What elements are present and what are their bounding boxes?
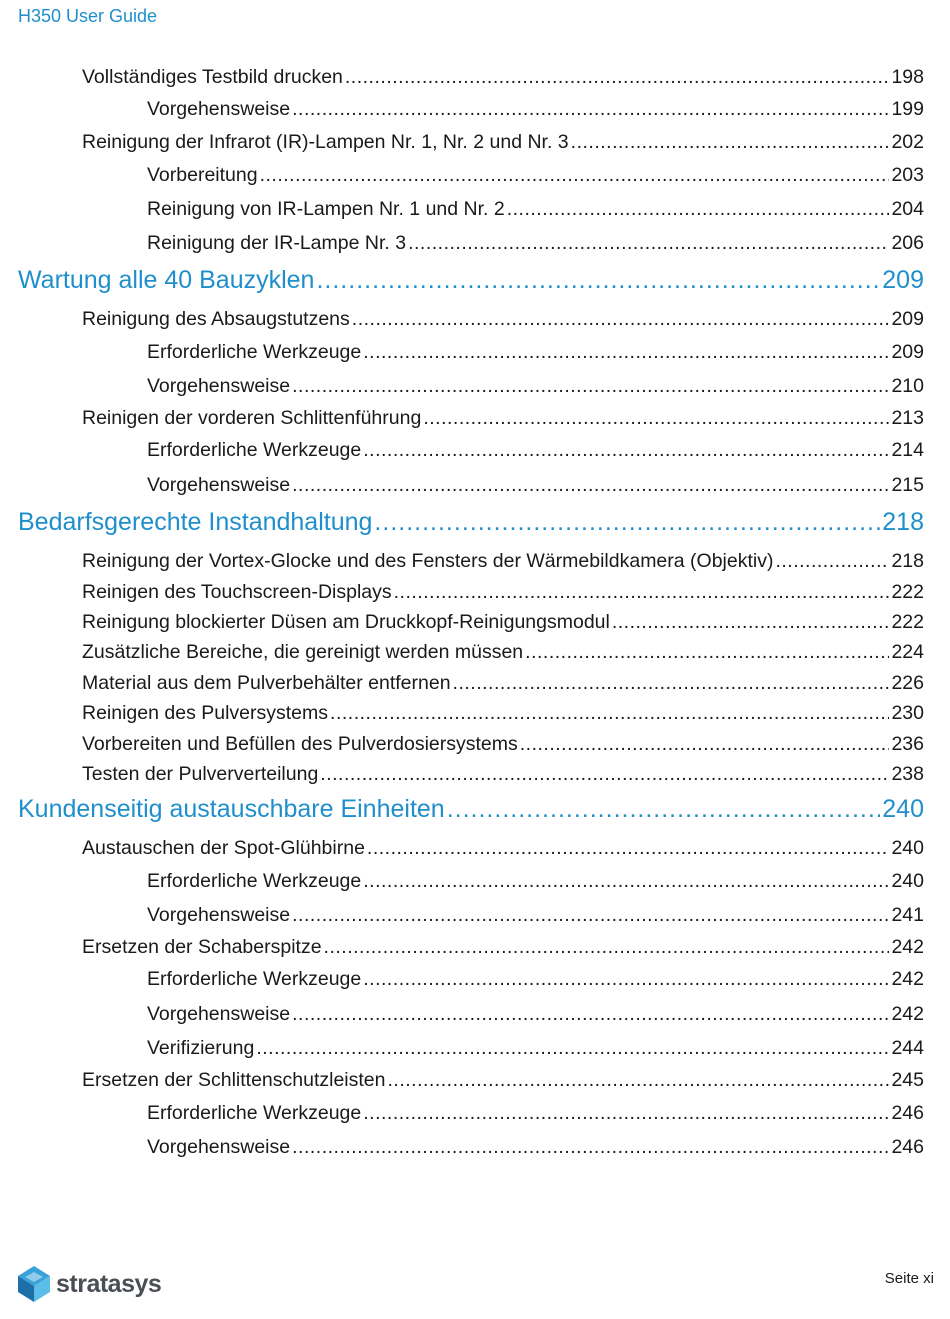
- toc-entry-page-number: 218: [882, 508, 924, 536]
- toc-dot-leader: [363, 1102, 889, 1125]
- toc-entry-page-number: 236: [891, 733, 924, 755]
- toc-entry-title: Ersetzen der Schaberspitze: [82, 936, 322, 958]
- toc-entry-title: Reinigen des Touchscreen-Displays: [82, 581, 392, 603]
- toc-entry-page-number: 209: [882, 266, 924, 294]
- toc-dot-leader: [363, 439, 889, 462]
- toc-entry-page-number: 214: [891, 439, 924, 461]
- toc-entry-level-3[interactable]: [147, 968, 924, 991]
- toc-dot-leader: [292, 474, 889, 497]
- toc-dot-leader: [292, 375, 889, 398]
- toc-dot-leader: [525, 641, 889, 664]
- toc-entry-page-number: 245: [891, 1069, 924, 1091]
- toc-entry-level-3[interactable]: [147, 375, 924, 398]
- toc-entry-page-number: 198: [891, 66, 924, 88]
- toc-entry-title: Vollständiges Testbild drucken: [82, 66, 343, 88]
- toc-entry-title: Vorgehensweise: [147, 904, 291, 926]
- toc-entry-level-2[interactable]: [82, 407, 924, 430]
- toc-entry-level-2[interactable]: [82, 581, 924, 604]
- toc-entry-level-2[interactable]: [82, 936, 924, 959]
- toc-dot-leader: [775, 550, 889, 573]
- toc-entry-level-2[interactable]: [82, 66, 924, 89]
- toc-entry-page-number: 215: [891, 474, 924, 496]
- toc-entry-page-number: 230: [891, 702, 924, 724]
- toc-dot-leader: [394, 581, 890, 604]
- toc-entry-level-3[interactable]: [147, 1136, 924, 1159]
- toc-entry-level-3[interactable]: [147, 904, 924, 927]
- toc-entry-level-1[interactable]: [18, 508, 924, 537]
- toc-entry-title: Bedarfsgerechte Instandhaltung: [18, 508, 373, 536]
- toc-dot-leader: [571, 131, 890, 154]
- toc-entry-level-3[interactable]: [147, 164, 924, 187]
- toc-entry-level-3[interactable]: [147, 198, 924, 221]
- toc-dot-leader: [292, 904, 889, 927]
- toc-entry-page-number: 242: [891, 968, 924, 990]
- toc-entry-level-2[interactable]: [82, 672, 924, 695]
- toc-entry-title: Kundenseitig austauschbare Einheiten: [18, 795, 445, 823]
- toc-entry-page-number: 206: [891, 232, 924, 254]
- toc-dot-leader: [292, 1136, 889, 1159]
- toc-entry-page-number: 218: [891, 550, 924, 572]
- toc-entry-title: Reinigung der IR-Lampe Nr. 3: [147, 232, 407, 254]
- toc-dot-leader: [345, 66, 890, 89]
- toc-entry-level-2[interactable]: [82, 1069, 924, 1092]
- toc-entry-page-number: 224: [891, 641, 924, 663]
- toc-entry-page-number: 222: [891, 611, 924, 633]
- toc-entry-page-number: 238: [891, 763, 924, 785]
- toc-dot-leader: [363, 968, 889, 991]
- toc-entry-page-number: 241: [891, 904, 924, 926]
- page-number: Seite xi: [884, 1270, 934, 1287]
- toc-entry-level-3[interactable]: [147, 341, 924, 364]
- toc-entry-level-2[interactable]: [82, 641, 924, 664]
- toc-entry-title: Verifizierung: [147, 1037, 255, 1059]
- toc-entry-level-3[interactable]: [147, 439, 924, 462]
- toc-entry-title: Reinigen der vorderen Schlittenführung: [82, 407, 422, 429]
- toc-entry-page-number: 199: [891, 98, 924, 120]
- toc-entry-page-number: 242: [891, 936, 924, 958]
- toc-dot-leader: [363, 870, 889, 893]
- toc-dot-leader: [260, 164, 890, 187]
- toc-dot-leader: [612, 611, 890, 634]
- toc-entry-page-number: 226: [891, 672, 924, 694]
- toc-entry-page-number: 203: [891, 164, 924, 186]
- toc-entry-page-number: 222: [891, 581, 924, 603]
- toc-entry-title: Vorgehensweise: [147, 1003, 291, 1025]
- toc-entry-page-number: 213: [891, 407, 924, 429]
- toc-dot-leader: [363, 341, 889, 364]
- toc-entry-level-2[interactable]: [82, 550, 924, 573]
- toc-dot-leader: [374, 508, 880, 537]
- toc-entry-title: Vorgehensweise: [147, 474, 291, 496]
- toc-entry-level-1[interactable]: [18, 795, 924, 824]
- toc-entry-title: Testen der Pulververteilung: [82, 763, 319, 785]
- toc-entry-level-1[interactable]: [18, 266, 924, 295]
- toc-entry-page-number: 209: [891, 308, 924, 330]
- toc-entry-page-number: 240: [891, 870, 924, 892]
- toc-dot-leader: [520, 733, 890, 756]
- toc-entry-title: Reinigung des Absaugstutzens: [82, 308, 350, 330]
- toc-dot-leader: [367, 837, 890, 860]
- toc-entry-page-number: 244: [891, 1037, 924, 1059]
- toc-entry-title: Ersetzen der Schlittenschutzleisten: [82, 1069, 386, 1091]
- toc-dot-leader: [453, 672, 890, 695]
- toc-dot-leader: [324, 936, 890, 959]
- toc-entry-page-number: 240: [882, 795, 924, 823]
- toc-entry-level-2[interactable]: [82, 702, 924, 725]
- toc-dot-leader: [507, 198, 890, 221]
- toc-entry-level-2[interactable]: [82, 131, 924, 154]
- document-header-title: H350 User Guide: [18, 6, 158, 26]
- toc-dot-leader: [316, 266, 880, 295]
- toc-entry-page-number: 240: [891, 837, 924, 859]
- toc-entry-level-3[interactable]: [147, 98, 924, 121]
- toc-entry-title: Vorbereiten und Befüllen des Pulverdosiersystems: [82, 733, 518, 755]
- toc-entry-title: Austauschen der Spot-Glühbirne: [82, 837, 365, 859]
- toc-entry-level-2[interactable]: [82, 837, 924, 860]
- toc-entry-title: Erforderliche Werkzeuge: [147, 1102, 362, 1124]
- toc-entry-level-2[interactable]: [82, 308, 924, 331]
- toc-entry-title: Vorgehensweise: [147, 98, 291, 120]
- toc-entry-page-number: 209: [891, 341, 924, 363]
- toc-entry-title: Material aus dem Pulverbehälter entfernen: [82, 672, 451, 694]
- toc-entry-title: Erforderliche Werkzeuge: [147, 870, 362, 892]
- toc-entry-page-number: 202: [891, 131, 924, 153]
- toc-entry-title: Reinigen des Pulversystems: [82, 702, 329, 724]
- toc-entry-level-2[interactable]: [82, 611, 924, 634]
- toc-entry-title: Reinigung der Vortex-Glocke und des Fensters der Wärmebildkamera (Objektiv): [82, 550, 774, 572]
- toc-entry-title: Erforderliche Werkzeuge: [147, 341, 362, 363]
- toc-dot-leader: [330, 702, 889, 725]
- toc-entry-page-number: 242: [891, 1003, 924, 1025]
- toc-dot-leader: [423, 407, 889, 430]
- toc-dot-leader: [320, 763, 889, 786]
- toc-entry-level-3[interactable]: [147, 1037, 924, 1060]
- toc-entry-level-3[interactable]: [147, 1003, 924, 1026]
- toc-dot-leader: [447, 795, 881, 824]
- toc-dot-leader: [256, 1037, 889, 1060]
- toc-entry-title: Reinigung blockierter Düsen am Druckkopf-Reinigungsmodul: [82, 611, 610, 633]
- toc-entry-page-number: 246: [891, 1102, 924, 1124]
- toc-dot-leader: [388, 1069, 890, 1092]
- toc-dot-leader: [292, 98, 889, 121]
- toc-entry-title: Zusätzliche Bereiche, die gereinigt werden müssen: [82, 641, 524, 663]
- toc-entry-title: Erforderliche Werkzeuge: [147, 439, 362, 461]
- toc-entry-level-2[interactable]: [82, 733, 924, 756]
- toc-entry-level-3[interactable]: [147, 232, 924, 255]
- toc-entry-level-3[interactable]: [147, 870, 924, 893]
- stratasys-wordmark: stratasys: [56, 1269, 162, 1298]
- toc-entry-level-2[interactable]: [82, 763, 924, 786]
- toc-dot-leader: [352, 308, 890, 331]
- toc-entry-title: Vorbereitung: [147, 164, 258, 186]
- toc-entry-title: Reinigung von IR-Lampen Nr. 1 und Nr. 2: [147, 198, 505, 220]
- toc-entry-page-number: 204: [891, 198, 924, 220]
- toc-entry-title: Vorgehensweise: [147, 1136, 291, 1158]
- toc-entry-title: Vorgehensweise: [147, 375, 291, 397]
- toc-entry-level-3[interactable]: [147, 474, 924, 497]
- toc-entry-level-3[interactable]: [147, 1102, 924, 1125]
- toc-entry-title: Wartung alle 40 Bauzyklen: [18, 266, 315, 294]
- toc-dot-leader: [292, 1003, 889, 1026]
- toc-entry-title: Erforderliche Werkzeuge: [147, 968, 362, 990]
- stratasys-logo: [16, 1264, 161, 1304]
- toc-entry-page-number: 210: [891, 375, 924, 397]
- toc-entry-title: Reinigung der Infrarot (IR)-Lampen Nr. 1, Nr. 2 und Nr. 3: [82, 131, 569, 153]
- stratasys-logo-icon: [16, 1264, 52, 1304]
- toc-dot-leader: [408, 232, 889, 255]
- toc-entry-page-number: 246: [891, 1136, 924, 1158]
